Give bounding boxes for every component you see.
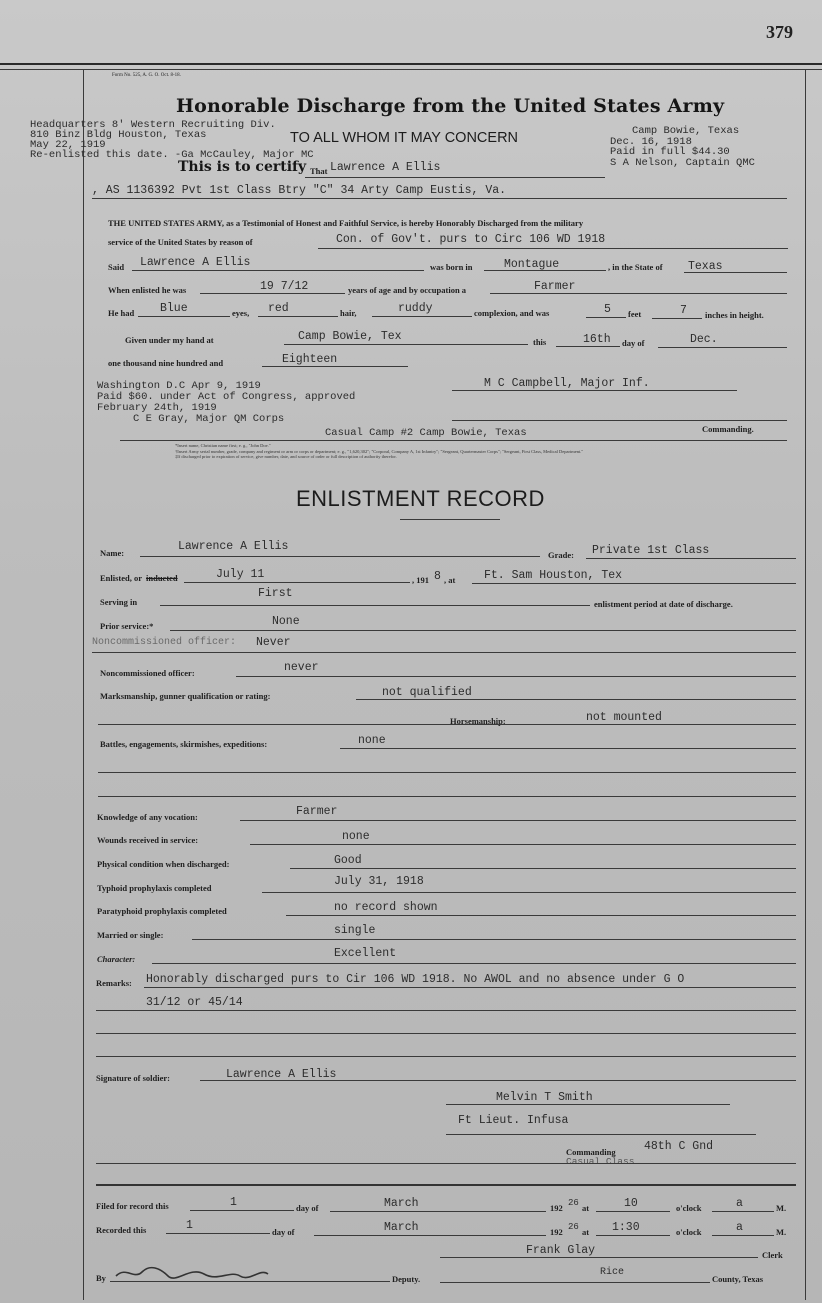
washington-stamp-line: February 24th, 1919 <box>97 402 217 414</box>
service-reason-label: service of the United States by reason of <box>108 237 253 247</box>
paratyphoid-value: no record shown <box>334 901 438 914</box>
recorded-time: 1:30 <box>612 1221 640 1234</box>
recorded-ampm: a <box>736 1221 743 1234</box>
payment-stamp-line: Paid in full $44.30 <box>610 146 730 158</box>
rule <box>138 316 230 317</box>
clerk-label: Clerk <box>762 1250 783 1260</box>
married-value: single <box>334 924 376 937</box>
nco-typed-value: Never <box>256 636 291 649</box>
rule <box>372 316 472 317</box>
rule <box>286 915 796 916</box>
wounds-value: none <box>342 830 370 843</box>
remarks-line-2: 31/12 or 45/14 <box>146 996 243 1009</box>
filed-time: 10 <box>624 1197 638 1210</box>
filed-label: Filed for record this <box>96 1201 169 1211</box>
footnote: ‡If discharged prior to expiration of service, give number, date, and source of order or full description of authority therefor. <box>175 454 397 459</box>
rule <box>472 583 796 584</box>
one-thousand-label: one thousand nine hundred and <box>108 358 224 368</box>
rule <box>586 317 626 318</box>
filed-year: 26 <box>568 1198 579 1208</box>
rule <box>652 318 702 319</box>
had-label: He had <box>108 308 135 318</box>
rule <box>152 963 796 964</box>
physical-label: Physical condition when discharged: <box>97 859 230 869</box>
recruiting-stamp-line: May 22, 1919 <box>30 139 106 151</box>
day-of-label: day of <box>622 338 645 348</box>
rule <box>440 1282 710 1283</box>
rule <box>712 1211 774 1212</box>
casual-camp: Casual Camp #2 Camp Bowie, Texas <box>325 427 527 439</box>
married-label: Married or single: <box>97 930 164 940</box>
rule <box>192 939 796 940</box>
state: Texas <box>688 260 723 273</box>
commander-signature: M C Campbell, Major Inf. <box>484 377 650 390</box>
rule <box>98 796 796 797</box>
paratyphoid-label: Paratyphoid prophylaxis completed <box>97 906 227 916</box>
month: Dec. <box>690 333 718 346</box>
recorded-year: 26 <box>568 1222 579 1232</box>
said-label: Said <box>108 262 125 272</box>
rule <box>236 676 796 677</box>
rule <box>170 630 796 631</box>
filed-month: March <box>384 1197 419 1210</box>
name-label: Name: <box>100 548 125 558</box>
rule <box>340 748 796 749</box>
recruiting-stamp <box>30 120 314 160</box>
officer-unit-2: Casual Class <box>566 1156 635 1167</box>
rule <box>262 366 408 367</box>
filed-day-label: day of <box>296 1203 319 1213</box>
officer-name: Melvin T Smith <box>496 1091 593 1104</box>
physical-value: Good <box>334 854 362 867</box>
recorded-at-label: at <box>582 1227 590 1237</box>
form-number: Form No. 525, A. G. O. Oct. 8-18. <box>112 73 181 78</box>
testimonial-text: THE UNITED STATES ARMY, as a Testimonial of Honest and Faithful Service, is hereby Honorably Discharged from the military <box>108 218 584 228</box>
recorded-day: 1 <box>186 1219 193 1232</box>
rule <box>658 347 787 348</box>
height-feet: 5 <box>604 303 611 316</box>
serving-suffix: enlistment period at date of discharge. <box>594 599 733 609</box>
said-name: Lawrence A Ellis <box>140 256 251 269</box>
rule <box>400 519 500 520</box>
prior-service-label: Prior service:* <box>100 621 154 631</box>
rule <box>452 390 737 391</box>
payment-stamp-line: Camp Bowie, Texas <box>632 125 740 137</box>
rule <box>98 772 796 773</box>
year-word: Eighteen <box>282 353 338 366</box>
rule <box>330 1211 546 1212</box>
rule <box>96 1056 796 1057</box>
filed-year-label: 192 <box>550 1203 563 1213</box>
given-place: Camp Bowie, Tex <box>298 330 402 343</box>
rule <box>586 558 796 559</box>
rule <box>98 724 796 725</box>
rule <box>596 1211 670 1212</box>
signature-label: Signature of soldier: <box>96 1073 170 1083</box>
washington-stamp-line: C E Gray, Major QM Corps <box>133 413 285 425</box>
age: 19 7/12 <box>260 280 309 293</box>
rule <box>440 1257 758 1258</box>
county-label: County, Texas <box>712 1274 764 1284</box>
rule <box>166 1233 270 1234</box>
complexion: ruddy <box>398 302 433 315</box>
that-label: That <box>310 166 328 176</box>
rule <box>120 440 787 441</box>
battles-label: Battles, engagements, skirmishes, expeditions: <box>100 739 268 749</box>
m-label: M. <box>776 1203 787 1213</box>
name-value: Lawrence A Ellis <box>178 540 289 553</box>
recorded-year-label: 192 <box>550 1227 563 1237</box>
rule <box>446 1104 730 1105</box>
deputy-label: Deputy. <box>392 1274 421 1284</box>
top-rule-2 <box>0 69 822 70</box>
filed-at-label: at <box>582 1203 590 1213</box>
officer-rank: Ft Lieut. Infusa <box>458 1114 569 1127</box>
horsemanship-value: not mounted <box>586 711 662 724</box>
rule <box>92 652 796 653</box>
rule <box>96 1033 796 1034</box>
horsemanship-label: Horsemanship: <box>450 716 506 726</box>
rule <box>305 177 605 178</box>
day: 16th <box>583 333 611 346</box>
eyes: Blue <box>160 302 188 315</box>
inches-label: inches in height. <box>705 310 764 320</box>
rule <box>556 346 620 347</box>
footer-note-smudge <box>220 1168 221 1173</box>
enlisted-or-label: Enlisted, or <box>100 573 143 583</box>
given-label: Given under my hand at <box>125 335 214 345</box>
state-label: , in the State of <box>608 262 663 272</box>
rule <box>160 605 590 606</box>
rule <box>596 1235 670 1236</box>
rule <box>446 1134 756 1135</box>
certify-label: This is to certify <box>178 159 307 175</box>
rule <box>290 868 796 869</box>
payment-stamp-line: Dec. 16, 1918 <box>610 135 692 148</box>
rule <box>250 844 796 845</box>
rule <box>262 892 796 893</box>
occupation: Farmer <box>534 280 576 293</box>
officer-unit: 48th C Gnd <box>644 1140 714 1153</box>
nco-value: never <box>284 661 319 674</box>
complexion-label: complexion, and was <box>474 308 550 318</box>
recruiting-stamp-line: Re-enlisted this date. -Ga McCauley, Major MC <box>30 149 314 161</box>
serving-value: First <box>258 587 293 600</box>
commanding-2-label: Commanding <box>566 1147 616 1157</box>
recruiting-stamp-line: 810 Binz Bldg Houston, Texas <box>30 129 207 141</box>
enlisted-date: July 11 <box>216 568 265 581</box>
knowledge-value: Farmer <box>296 805 338 818</box>
county-name: Rice <box>600 1267 625 1278</box>
rule <box>314 1235 546 1236</box>
rule <box>96 1184 796 1186</box>
filed-day: 1 <box>230 1196 237 1209</box>
rule <box>184 582 410 583</box>
marksmanship-value: not qualified <box>382 686 472 699</box>
rule <box>712 1235 774 1236</box>
nco-label: Noncommissioned officer: <box>100 668 195 678</box>
this-label: this <box>533 337 547 347</box>
rule <box>356 699 796 700</box>
grade-value: Private 1st Class <box>592 544 710 557</box>
enlisted-year-digit: 8 <box>434 570 441 583</box>
enlisted-year-label: , 191 <box>412 575 429 585</box>
enlisted-age-label: When enlisted he was <box>108 285 187 295</box>
typhoid-value: July 31, 1918 <box>334 875 424 888</box>
commanding-label: Commanding. <box>702 424 754 434</box>
right-margin-rule <box>805 70 806 1300</box>
rule <box>96 1010 796 1011</box>
rule <box>190 1210 294 1211</box>
born-label: was born in <box>430 262 473 272</box>
eyes-label: eyes, <box>232 308 250 318</box>
by-label: By <box>96 1273 106 1283</box>
marksmanship-label: Marksmanship, gunner qualification or rating: <box>100 691 271 701</box>
battles-value: none <box>358 734 386 747</box>
born-place: Montague <box>504 258 560 271</box>
washington-stamp-line: Paid $60. under Act of Congress, approved <box>97 391 356 403</box>
grade-label: Grade: <box>548 550 574 560</box>
rule <box>144 987 796 988</box>
recruiting-stamp-line: Headquarters 8' Western Recruiting Div. <box>30 119 276 131</box>
recorded-oclock-label: o'clock <box>676 1227 702 1237</box>
rule <box>452 420 787 421</box>
remarks-label: Remarks: <box>96 978 132 988</box>
soldier-name-typed: Lawrence A Ellis <box>330 161 441 174</box>
footnotes <box>175 443 583 460</box>
to-all-concern: TO ALL WHOM IT MAY CONCERN <box>290 130 519 146</box>
left-margin-rule <box>83 70 84 1300</box>
rule <box>140 556 540 557</box>
height-inches: 7 <box>680 304 687 317</box>
hair: red <box>268 302 289 315</box>
inducted-struck: inducted <box>146 573 178 583</box>
rule <box>200 1080 796 1081</box>
top-rule <box>0 63 822 65</box>
hair-label: hair, <box>340 308 357 318</box>
rule <box>484 270 606 271</box>
washington-stamp-line: Washington D.C Apr 9, 1919 <box>97 380 261 392</box>
recorded-month: March <box>384 1221 419 1234</box>
rule <box>284 344 528 345</box>
rule <box>240 820 796 821</box>
service-reason: Con. of Gov't. purs to Circ 106 WD 1918 <box>336 233 606 246</box>
at-label: , at <box>444 575 456 585</box>
typhoid-label: Typhoid prophylaxis completed <box>97 883 212 893</box>
recorded-label: Recorded this <box>96 1225 147 1235</box>
feet-label: feet <box>628 309 642 319</box>
serving-label: Serving in <box>100 597 138 607</box>
rule <box>92 198 787 199</box>
remarks-line-1: Honorably discharged purs to Cir 106 WD 1918. No AWOL and no absence under G O <box>146 973 685 986</box>
rule <box>490 293 787 294</box>
oclock-label: o'clock <box>676 1203 702 1213</box>
rule <box>258 316 338 317</box>
clerk-name: Frank Glay <box>526 1244 596 1257</box>
washington-stamp <box>97 381 355 425</box>
prior-service-value: None <box>272 615 300 628</box>
occupation-label: years of age and by occupation a <box>348 285 467 295</box>
character-value: Excellent <box>334 947 397 960</box>
service-line: , AS 1136392 Pvt 1st Class Btry "C" 34 Arty Camp Eustis, Va. <box>92 184 507 197</box>
rule <box>96 1163 796 1164</box>
payment-stamp <box>610 126 755 168</box>
footnote: †Insert Army serial number, grade, company and regiment or arm or corps or department; e. g., "1,620,302"; "Corporal, Company A, 1st Infantry"; "Sergeant, Quartermaster Corps"; "Sergeant, First Class, Medical Department." <box>175 448 584 454</box>
filed-ampm: a <box>736 1197 743 1210</box>
footnote: *Insert name, Christian name first; e. g., "John Doe." <box>175 443 271 448</box>
discharge-title: Honorable Discharge from the United States Army <box>176 95 725 117</box>
character-label: Character: <box>97 954 136 964</box>
recorded-day-label: day of <box>272 1227 295 1237</box>
signature-value: Lawrence A Ellis <box>226 1068 337 1081</box>
rule <box>318 248 788 249</box>
rule <box>684 272 787 273</box>
rule <box>200 293 345 294</box>
knowledge-label: Knowledge of any vocation: <box>97 812 198 822</box>
payment-stamp-line: S A Nelson, Captain QMC <box>610 156 755 169</box>
rule <box>132 270 424 271</box>
wounds-label: Wounds received in service: <box>97 835 199 845</box>
page-number: 379 <box>766 22 793 42</box>
nco-typed-label: Noncommissioned officer: <box>92 637 237 648</box>
recorded-m-label: M. <box>776 1227 787 1237</box>
rule <box>110 1281 390 1282</box>
enlistment-record-title: ENLISTMENT RECORD <box>296 486 545 511</box>
enlisted-place: Ft. Sam Houston, Tex <box>484 569 623 582</box>
